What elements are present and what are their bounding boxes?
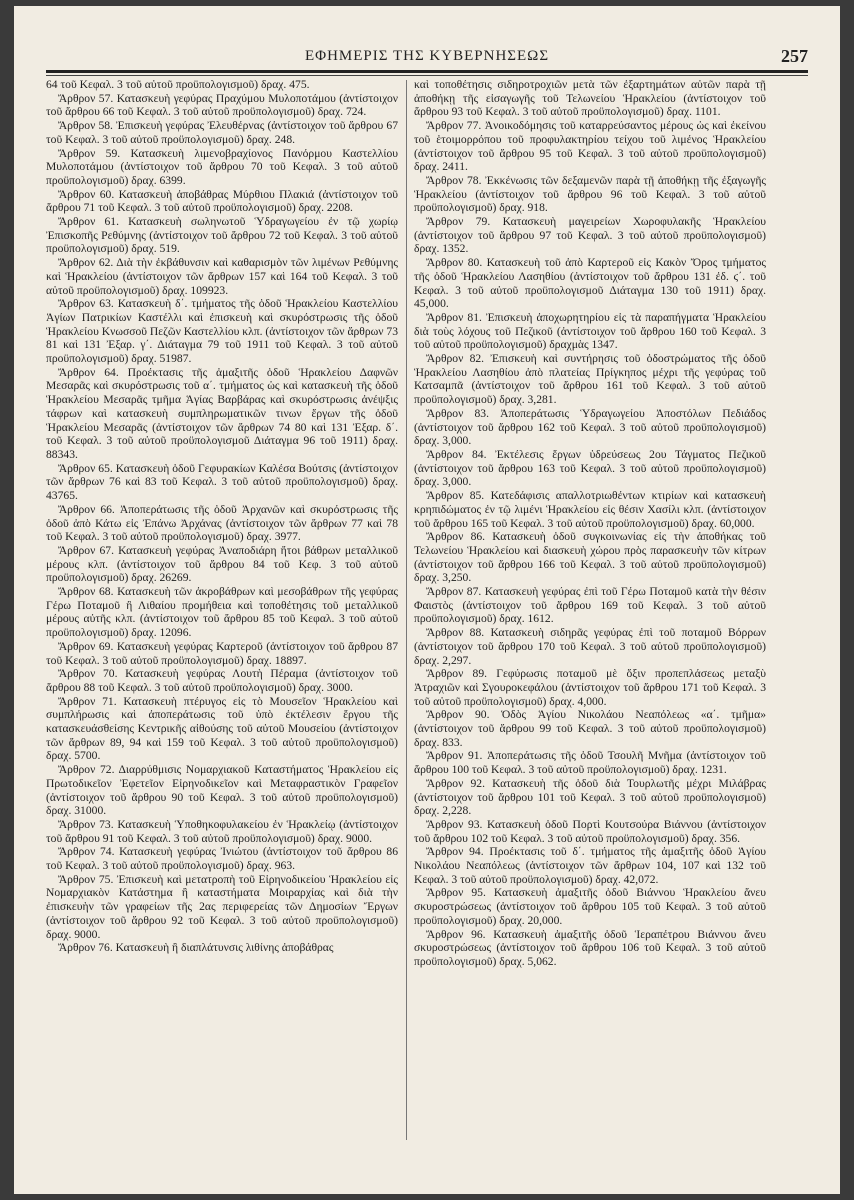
article-paragraph: Ἄρθρον 73. Κατασκευὴ Ὑποθηκοφυλακείου ἐν Ἡρακλείῳ (ἀντίστοιχον τοῦ ἄρθρου 91 τοῦ Κεφαλ. 3 τοῦ αὐτοῦ προϋπολογισμοῦ) δραχ. 9000. — [46, 817, 398, 845]
article-paragraph: Ἄρθρον 77. Ἀνοικοδόμησις τοῦ καταρρεύσαντος μέρους ὡς καὶ ἐκείνου τοῦ ἑτοιμορρόπου τοῦ προφυλακτηρίου τείχου τοῦ λιμένος Ἡρακλείου (ἀντίστοιχον τοῦ ἄρθρου 95 τοῦ Κεφαλ. 3 τοῦ αὐτοῦ προϋπολογισμοῦ) δραχ. 2411. — [414, 119, 766, 174]
article-paragraph: Ἄρθρον 81. Ἐπισκευὴ ἀποχωρητηρίου εἰς τὰ παραπήγματα Ἡρακλείου διὰ τοὺς λόχους τοῦ Πεζικοῦ (ἀντίστοιχον τοῦ ἄρθρου 160 τοῦ Κεφαλ. 3 τοῦ αὐτοῦ προϋπολογισμοῦ) δραχμὰς 1347. — [414, 310, 766, 352]
page-header — [46, 48, 808, 70]
article-paragraph: Ἄρθρον 62. Διὰ τὴν ἐκβάθυνσιν καὶ καθαρισμὸν τῶν λιμένων Ρεθύμνης καὶ Ἡρακλείου (ἀντίστοιχον τῶν ἄρθρων 157 καὶ 164 τοῦ Κεφαλ. 3 τοῦ αὐτοῦ προϋπολογισμοῦ) δραχ. 109923. — [46, 256, 398, 297]
article-paragraph: Ἄρθρον 88. Κατασκευὴ σιδηρᾶς γεφύρας ἐπὶ τοῦ ποταμοῦ Βόρρων (ἀντίστοιχον τοῦ ἄρθρου 170 τοῦ Κεφαλ. 3 τοῦ αὐτοῦ προϋπολογισμοῦ) δραχ. 2,297. — [414, 626, 766, 667]
left-column — [46, 78, 398, 955]
article-paragraph: Ἄρθρον 89. Γεφύρωσις ποταμοῦ μὲ ὄξιν προπεπλάσεως μεταξὺ Ἀτραχιῶν καὶ Σγουροκεφάλου (ἀντίστοιχον τοῦ ἄρθρου 171 τοῦ Κεφαλ. 3 τοῦ αὐτοῦ προϋπολογισμοῦ) δραχ. 4,000. — [414, 667, 766, 708]
article-paragraph: 64 τοῦ Κεφαλ. 3 τοῦ αὐτοῦ προϋπολογισμοῦ) δραχ. 475. — [46, 78, 310, 91]
article-paragraph: Ἄρθρον 68. Κατασκευὴ τῶν ἀκροβάθρων καὶ μεσοβάθρων τῆς γεφύρας Γέρω Ποταμοῦ ἢ Λιθαίου προμήθεια καὶ τοποθέτησις τοῦ μεταλλικοῦ μέρους αὐτῆς κλπ. (ἀντίστοιχον τοῦ ἄρθρου 85 τοῦ Κεφαλ. 3 τοῦ αὐτοῦ προϋπολογισμοῦ) δραχ. 12096. — [46, 585, 398, 640]
header-rule — [46, 70, 808, 73]
article-paragraph: Ἄρθρον 79. Κατασκευὴ μαγειρείων Χωροφυλακῆς Ἡρακλείου (ἀντίστοιχον τοῦ ἄρθρου 97 τοῦ Κεφαλ. 3 τοῦ αὐτοῦ προϋπολογισμοῦ) δραχ. 1352. — [414, 215, 766, 256]
article-paragraph: Ἄρθρον 93. Κατασκευὴ ὁδοῦ Πορτὶ Κουτσούρα Βιάννου (ἀντίστοιχον τοῦ ἄρθρου 102 τοῦ Κεφαλ. 3 τοῦ αὐτοῦ προϋπολογισμοῦ) δραχ. 356. — [414, 817, 766, 845]
article-paragraph: Ἄρθρον 95. Κατασκευὴ ἁμαξιτῆς ὁδοῦ Βιάννου Ἡρακλείου ἄνευ σκυροστρώσεως (ἀντίστοιχον τοῦ ἄρθρου 105 τοῦ Κεφαλ. 3 τοῦ αὐτοῦ προϋπολογισμοῦ) δραχ. 20,000. — [414, 886, 766, 927]
article-paragraph: Ἄρθρον 83. Ἀποπεράτωσις Ὑδραγωγείου Ἀποστόλων Πεδιάδος (ἀντίστοιχον τοῦ ἄρθρου 162 τοῦ Κεφαλ. 3 τοῦ αὐτοῦ προϋπολογισμοῦ) δραχ. 3,000. — [414, 406, 766, 448]
article-paragraph: Ἄρθρον 60. Κατασκευὴ ἀποβάθρας Μύρθιου Πλακιά (ἀντίστοιχον τοῦ ἄρθρου 71 τοῦ Κεφαλ. 3 τοῦ αὐτοῦ προϋπολογισμοῦ) δραχ. 2208. — [46, 187, 398, 215]
article-paragraph: Ἄρθρον 71. Κατασκευὴ πτέρυγος εἰς τὸ Μουσεῖον Ἡρακλείου καὶ συμπλήρωσις καὶ ἀποπεράτωσις τοῦ ὑπὸ ἐκτέλεσιν ἔργου τῆς κατασκευάσθείσης Κεντρικῆς αἰθούσης τοῦ αὐτοῦ Μουσείου (ἀντίστοιχον τῶν ἄρθρων 89, 94 καὶ 159 τοῦ Κεφαλ. 3 τοῦ αὐτοῦ προϋπολογισμοῦ) δραχ. 5700. — [46, 694, 398, 763]
article-paragraph: Ἄρθρον 84. Ἐκτέλεσις ἔργων ὑδρεύσεως 2ου Τάγματος Πεζικοῦ (ἀντίστοιχον τοῦ ἄρθρου 163 τοῦ Κεφαλ. 3 τοῦ αὐτοῦ προϋπολογισμοῦ) δραχ. 3,000. — [414, 447, 766, 489]
article-paragraph: Ἄρθρον 72. Διαρρύθμισις Νομαρχιακοῦ Καταστήματος Ἡρακλείου εἰς Πρωτοδικεῖον Ἐφετεῖον Εἰρηνοδικεῖον καὶ Μεταφραστικὸν Γραφεῖον (ἀντίστοιχον τοῦ ἄρθρου 90 τοῦ Κεφαλ. 3 τοῦ αὐτοῦ προϋπολογισμοῦ) δραχ. 31000. — [46, 763, 398, 818]
article-paragraph: Ἄρθρον 91. Ἀποπεράτωσις τῆς ὁδοῦ Τσουλῆ Μνῆμα (ἀντίστοιχον τοῦ ἄρθρου 100 τοῦ Κεφαλ. 3 τοῦ αὐτοῦ προϋπολογισμοῦ) δραχ. 1231. — [414, 749, 766, 777]
header-rule-thin — [46, 75, 808, 76]
article-paragraph: Ἄρθρον 58. Ἐπισκευὴ γεφύρας Ἐλευθέρνας (ἀντίστοιχον τοῦ ἄρθρου 67 τοῦ Κεφαλ. 3 τοῦ αὐτοῦ προϋπολογισμοῦ) δραχ. 248. — [46, 119, 398, 146]
article-paragraph: Ἄρθρον 64. Προέκτασις τῆς ἁμαξιτῆς ὁδοῦ Ἡρακλείου Δαφνῶν Μεσαρᾶς καὶ σκυρόστρωσις τοῦ α΄. τμήματος ὡς καὶ κατασκευὴ τῆς ὁδοῦ Ἡρακλείου Μεσαρᾶς τμῆμα Ἁγίας Βαρβάρας καὶ σκυρόστρωσις ἀνέψξις τάφρων καὶ κατασκευὴ συμπληρωματικῶν τινων ἔργων τῆς ὁδοῦ Ἡρακλείου Μεσαρᾶς (ἀντίστοιχον τῶν ἄρθρων 74 80 καὶ 131 Ἐξαρ. δ΄. τοῦ Κεφαλ. 3 τοῦ αὐτοῦ προϋπολογισμοῦ Διάταγμα 96 τοῦ 1911) δραχ. 88343. — [46, 365, 398, 461]
publication-title: ΕΦΗΜΕΡΙΣ ΤΗΣ ΚΥΒΕΡΝΗΣΕΩΣ — [304, 48, 550, 64]
article-paragraph: Ἄρθρον 57. Κατασκευὴ γεφύρας Πραχύμου Μυλοποτάμου (ἀντίστοιχον τοῦ ἄρθρου 66 τοῦ Κεφαλ. 3 τοῦ αὐτοῦ προϋπολογισμοῦ) δραχ. 724. — [46, 91, 398, 119]
right-column — [414, 78, 766, 969]
document-page — [14, 6, 840, 1194]
article-paragraph: Ἄρθρον 80. Κατασκευὴ τοῦ ἀπὸ Καρτεροῦ εἰς Κακὸν Ὄρος τμήματος τῆς ὁδοῦ Ἡρακλείου Λασηθίου (ἀντίστοιχον τοῦ ἄρθρου 131 ἐδ. ϛ΄. τοῦ Κεφαλ. 3 τοῦ αὐτοῦ προϋπολογισμοῦ Διάταγμα 130 τοῦ 1911) δραχ. 45,000. — [414, 256, 766, 311]
article-paragraph: Ἄρθρον 94. Προέκτασις τοῦ δ΄. τμήματος τῆς ἁμαξιτῆς ὁδοῦ Ἁγίου Νικολάου Νεαπόλεως (ἀντίστοιχον τῶν ἄρθρων 104, 107 καὶ 132 τοῦ Κεφαλ. 3 τοῦ αὐτοῦ προϋπολογισμοῦ) δραχ. 42,072. — [414, 845, 766, 886]
article-paragraph: Ἄρθρον 69. Κατασκευὴ γεφύρας Καρτεροῦ (ἀντίστοιχον τοῦ ἄρθρου 87 τοῦ Κεφαλ. 3 τοῦ αὐτοῦ προϋπολογισμοῦ) δραχ. 18897. — [46, 639, 398, 667]
article-paragraph: Ἄρθρον 75. Ἐπισκευὴ καὶ μετατροπὴ τοῦ Εἰρηνοδικείου Ἡρακλείου εἰς Νομαρχιακὸν Κατάστημα ἢ καταστήματα Μοιραρχίας καὶ διὰ τὴν ἐπισκευὴν τῶν γραφείων τῆς 2ας περιφερείας τῶν Δημοσίων Ἔργων (ἀντίστοιχον τοῦ ἄρθρου 92 τοῦ Κεφαλ. 3 τοῦ αὐτοῦ προϋπολογισμοῦ) δραχ. 9000. — [46, 872, 398, 941]
article-paragraph: Ἄρθρον 63. Κατασκευὴ δ΄. τμήματος τῆς ὁδοῦ Ἡρακλείου Καστελλίου Ἁγίων Πατρικίων Καστέλλι καὶ ἐπισκευὴ καὶ σκυρόστρωσις τῆς ὁδοῦ Ἡρακλείου Κνωσσοῦ Πεζῶν Καστελλίου κλπ. (ἀντίστοιχον τῶν ἄρθρων 73 81 καὶ 131 Ἐξαρ. γ΄. Διάταγμα 79 τοῦ 1911 τοῦ Κεφαλ. 3 τοῦ αὐτοῦ προϋπολογισμοῦ) δραχ. 51987. — [46, 297, 399, 366]
page-number: 257 — [781, 46, 808, 66]
article-paragraph: Ἄρθρον 90. Ὁδὸς Ἁγίου Νικολάου Νεαπόλεως «α΄. τμῆμα» (ἀντίστοιχον τοῦ ἄρθρου 99 τοῦ Κεφαλ. 3 τοῦ αὐτοῦ προϋπολογισμοῦ) δραχ. 833. — [414, 708, 766, 749]
article-paragraph: Ἄρθρον 65. Κατασκευὴ ὁδοῦ Γεφυρακίων Καλέσα Βούτσις (ἀντίστοιχον τῶν ἄρθρων 76 καὶ 83 τοῦ Κεφαλ. 3 τοῦ αὐτοῦ προϋπολογισμοῦ) δραχ. 43765. — [46, 461, 398, 503]
article-paragraph: Ἄρθρον 59. Κατασκευὴ λιμενοβραχίονος Πανόρμου Καστελλίου Μυλοποτάμου (ἀντίστοιχον τοῦ ἄρθρου 70 τοῦ Κεφαλ. 3 τοῦ αὐτοῦ προϋπολογισμοῦ) δραχ. 6399. — [46, 146, 398, 187]
article-paragraph: Ἄρθρον 67. Κατασκευὴ γεφύρας Ἀναποδιάρη ἤτοι βάθρων μεταλλικοῦ μέρους κλπ. (ἀντίστοιχον τοῦ ἄρθρου 84 τοῦ Κεφ. 3 τοῦ αὐτοῦ προϋπολογισμοῦ) δραχ. 26269. — [46, 543, 398, 585]
article-paragraph: Ἄρθρον 66. Ἀποπεράτωσις τῆς ὁδοῦ Ἀρχανῶν καὶ σκυρόστρωσις τῆς ὁδοῦ ἀπὸ Κάτω εἰς Ἐπάνω Ἀρχάνας (ἀντίστοιχον τῶν ἄρθρων 77 καὶ 78 τοῦ Κεφαλ. 3 τοῦ αὐτοῦ προϋπολογισμοῦ) δραχ. 3977. — [46, 502, 398, 544]
article-paragraph: Ἄρθρον 96. Κατασκευὴ ἁμαξιτῆς ὁδοῦ Ἱεραπέτρου Βιάννου ἄνευ σκυροστρώσεως (ἀντίστοιχον τοῦ ἄρθρου 106 τοῦ Κεφαλ. 3 τοῦ αὐτοῦ προϋπολογισμοῦ) δραχ. 5,062. — [414, 927, 766, 968]
article-paragraph: Ἄρθρον 76. Κατασκευὴ ἢ διαπλάτυνσις λιθίνης ἀποβάθρας — [58, 941, 334, 955]
article-paragraph: Ἄρθρον 74. Κατασκευὴ γεφύρας Ἰνιώτου (ἀντίστοιχον τοῦ ἄρθρου 86 τοῦ Κεφαλ. 3 τοῦ αὐτοῦ προϋπολογισμοῦ) δραχ. 963. — [46, 845, 398, 873]
article-paragraph: καὶ τοποθέτησις σιδηροτροχιῶν μετὰ τῶν ἐξαρτημάτων αὐτῶν παρὰ τῇ ἀποθήκῃ τῆς εἰσαγωγῆς τοῦ Τελωνείου Ἡρακλείου (ἀντίστοιχον τοῦ ἄρθρου 93 τοῦ Κεφαλ. 3 τοῦ αὐτοῦ προϋπολογισμοῦ) δραχ. 1101. — [414, 78, 766, 119]
article-paragraph: Ἄρθρον 86. Κατασκευὴ ὁδοῦ συγκοινωνίας εἰς τὴν ἀποθήκας τοῦ Τελωνείου Ἡρακλείου καὶ διασκευὴ χώρου πρὸς παρασκευὴν τῶν κίτρων (ἀντίστοιχον τοῦ ἄρθρου 166 τοῦ Κεφαλ. 3 τοῦ αὐτοῦ προϋπολογισμοῦ) δραχ. 3,250. — [414, 530, 766, 585]
column-divider — [406, 80, 407, 1140]
article-paragraph: Ἄρθρον 85. Κατεδάφισις απαλλοτριωθέντων κτιρίων καὶ κατασκευὴ κρηπιδώματος ἐν τῷ λιμένι Ἡρακλείου εἰς θέσιν Χασίλι κλπ. (ἀντίστοιχον τοῦ ἄρθρου 165 τοῦ Κεφαλ. 3 τοῦ αὐτοῦ προϋπολογισμοῦ) δραχ. 60,000. — [414, 489, 766, 530]
article-paragraph: Ἄρθρον 87. Κατασκευὴ γεφύρας ἐπὶ τοῦ Γέρω Ποταμοῦ κατὰ τὴν θέσιν Φαιστὸς (ἀντίστοιχον τοῦ ἄρθρου 169 τοῦ Κεφαλ. 3 τοῦ αὐτοῦ προϋπολογισμοῦ) δραχ. 1612. — [414, 585, 766, 626]
article-paragraph: Ἄρθρον 82. Ἐπισκευὴ καὶ συντήρησις τοῦ ὁδοστρώματος τῆς ὁδοῦ Ἡρακλείου Λασηθίου ἀπὸ πλατείας Πρίγκηπος μέχρι τῆς γεφύρας τοῦ Κατσαμπᾶ (ἀντίστοιχον τοῦ ἄρθρου 161 τοῦ Κεφαλ. 3 τοῦ αὐτοῦ προϋπολογισμοῦ) δραχ. 3,281. — [414, 352, 766, 407]
article-paragraph: Ἄρθρον 61. Κατασκευὴ σωληνωτοῦ Ὑδραγωγείου ἐν τῷ χωρίῳ Ἐπισκοπῆς Ρεθύμνης (ἀντίστοιχον τοῦ ἄρθρου 72 τοῦ Κεφαλ. 3 τοῦ αὐτοῦ προϋπολογισμοῦ) δραχ. 519. — [46, 215, 398, 256]
article-paragraph: Ἄρθρον 92. Κατασκευὴ τῆς ὁδοῦ διὰ Τουρλωτῆς μέχρι Μιλάβρας (ἀντίστοιχον τοῦ ἄρθρου 101 τοῦ Κεφαλ. 3 τοῦ αὐτοῦ προϋπολογισμοῦ) δραχ. 2,228. — [414, 776, 766, 818]
article-paragraph: Ἄρθρον 78. Ἐκκένωσις τῶν δεξαμενῶν παρὰ τῇ ἀποθήκῃ τῆς ἐξαγωγῆς Ἡρακλείου (ἀντίστοιχον τοῦ ἄρθρου 96 τοῦ Κεφαλ. 3 τοῦ αὐτοῦ προϋπολογισμοῦ) δραχ. 918. — [414, 173, 766, 215]
article-paragraph: Ἄρθρον 70. Κατασκευὴ γεφύρας Λουτὴ Πέραμα (ἀντίστοιχον τοῦ ἄρθρου 88 τοῦ Κεφαλ. 3 τοῦ αὐτοῦ προϋπολογισμοῦ) δραχ. 3000. — [46, 667, 398, 694]
